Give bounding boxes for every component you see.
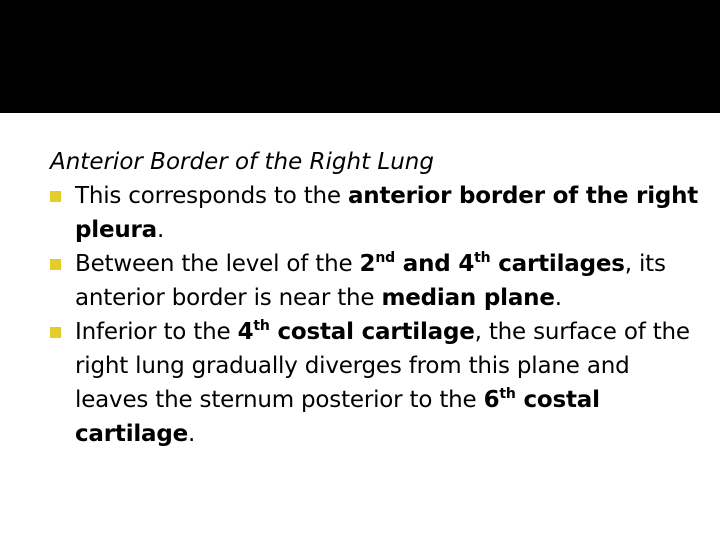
bullet-bold-text: and 4 [394, 251, 475, 277]
square-bullet-icon [50, 327, 61, 338]
list-item [50, 315, 700, 451]
list-item [50, 179, 700, 247]
ordinal-suffix: nd [375, 250, 395, 266]
bullet-text: This corresponds to the [75, 183, 348, 209]
bullet-text: . [156, 217, 165, 243]
ordinal-suffix: th [474, 250, 491, 266]
bullet-bold-text: 4 [237, 319, 254, 345]
bullet-bold-text: cartilages [490, 251, 625, 277]
section-heading: Anterior Border of the Right Lung [50, 149, 434, 175]
bullet-text: Between the level of the [75, 251, 360, 277]
bullet-list [50, 179, 700, 451]
ordinal-suffix: th [499, 386, 516, 402]
bullet-text: . [188, 421, 196, 447]
bullet-text: , the surface of the right lung gradually diverges from this plane and leaves the sternum posterior to the [75, 319, 690, 413]
bullet-bold-text: 6 [483, 387, 500, 413]
slide-content [50, 146, 700, 451]
square-bullet-icon [50, 191, 61, 202]
bullet-text: . [554, 285, 562, 311]
bullet-text: Inferior to the [75, 319, 238, 345]
bullet-text: , its anterior border is near the [75, 251, 666, 311]
bullet-bold-text: anterior border of the right pleura [75, 183, 699, 243]
bullet-bold-text: median plane [381, 285, 555, 311]
square-bullet-icon [50, 259, 61, 270]
title-band [0, 0, 720, 113]
bullet-bold-text: costal cartilage [75, 387, 600, 447]
list-item [50, 247, 700, 315]
bullet-bold-text: costal cartilage [269, 319, 475, 345]
ordinal-suffix: th [253, 318, 270, 334]
bullet-bold-text: 2 [359, 251, 376, 277]
